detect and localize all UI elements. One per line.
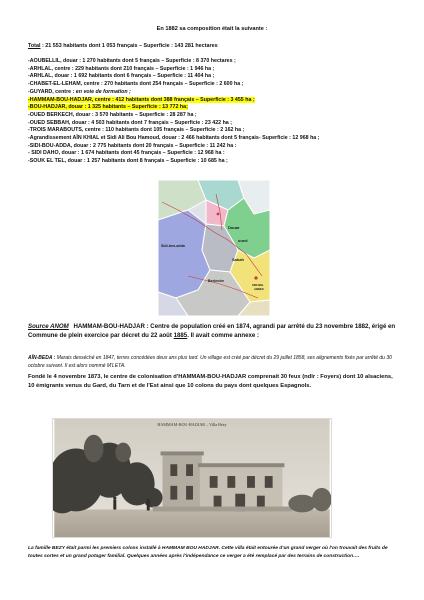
list-item: [28, 143, 319, 151]
list-item: [28, 127, 319, 135]
list-item-text: -Agrandissement AÏN KHIAL et Sidi Ali Bou Hamoud, douar : 2 466 habitants dont 5 français- Superficie : 12 968 ha ;: [28, 135, 320, 142]
list-item: [28, 66, 319, 74]
map-label-abbes: ABBES: [254, 287, 264, 291]
list-item-text: -SOUK EL TEL, douar : 1 257 habitants dont 8 français – Superficie : 10 685 ha ;: [28, 158, 228, 165]
villa-photo-graphic: [53, 419, 331, 537]
map-label-douar: Douar: [228, 225, 240, 230]
photo-caption: HAMMAM-BOU-HADJAR – Villa Bézy: [157, 421, 227, 427]
list-item-text: -OUED BERKECH, douar : 3 570 habitants – Superficie : 28 287 ha ;: [28, 111, 197, 118]
annexe-label: AÏN-BEDA :: [28, 355, 56, 361]
map-label-sidi-bel: SIDI BEL: [252, 283, 264, 287]
list-item: [28, 89, 319, 97]
list-item-text: -ARHLAL, centre : 229 habitants dont 210 français – Superficie : 1 946 ha ;: [28, 65, 215, 72]
total-line: [28, 43, 218, 49]
list-item-text: -TROIS MARABOUTS, centre : 110 habitants dont 105 français – Superficie : 2 162 ha ;: [28, 127, 245, 134]
list-item: [28, 135, 319, 143]
map-label-sabah: Sabah: [232, 257, 245, 262]
region-map-graphic: [158, 180, 270, 316]
total-label: Total: [28, 43, 41, 49]
list-item: [28, 158, 319, 166]
photo-description: La famille BEZY était parmi les premiers colons installé à HAMMAM BOU HADJAR. Cette villa était entourée d'un grand verger où l'on trouvait des fruits de toutes sortes et un grand potager familial. Quelques années après l'indépendance ce verger a été remplacé par des terrains de construction….: [28, 546, 388, 559]
source-text: HAMMAM-BOU-HADJAR : Centre de population créé en 1874, agrandi par arrêté du 23 novembre 1882, érigé en Commune de plein exercice par décret du 22 août: [28, 323, 396, 339]
list-item-text: -ARHLAL, douar : 1 692 habitants dont 6 français – Superficie : 11 404 ha ;: [28, 73, 215, 80]
annexe-paragraph: [28, 354, 402, 370]
map-label-oued: oued: [238, 238, 248, 243]
annexe-text: Marais desséché en 1847, terres concédées deux ans plus tard. Un village est créé par décret du 29 juillet 1858, ses alignements fixés par arrêté du 30 octobre suivant. Il est alors nommé M'LETA.: [28, 355, 392, 369]
composition-list: [28, 58, 319, 166]
source-label: Source ANOM: [28, 323, 69, 330]
list-item-text: -CHABET-EL-LEHAM, centre : 270 habitants dont 254 français – Superficie : 2 600 ha ;: [28, 81, 244, 88]
list-item-note: en voie de formation ;: [75, 88, 131, 95]
list-item-text: -OUED SEBBAH, douar : 4 503 habitants dont 7 français – Superficie : 23 422 ha ;: [28, 119, 232, 126]
villa-photo: [52, 418, 332, 538]
list-item: [28, 73, 319, 81]
list-item: [28, 58, 319, 66]
list-item-text: -SIDI-BOU-ADDA, douar : 2 775 habitants dont 20 français – Superficie : 11 242 ha :: [28, 142, 237, 149]
region-map: [158, 180, 270, 316]
list-item-text: -BOU-HADJAR, douar : 1 325 habitants – Superficie : 13 772 ha;: [28, 104, 188, 111]
foundation-paragraph: Fondé le 4 novembre 1873, le centre de colonisation d'HAMMAM-BOU-HADJAR comprenait 30 feux (ndlr : Foyers) dont 10 alsaciens, 10 émigrants venus du Gard, du Tarn et de l'Est ainsi que 10 colons du pays dont quelques Espagnols.: [28, 374, 393, 389]
list-item-text: - SIDI DAHO, douar : 1 674 habitants dont 45 français – Superficie : 12 968 ha :: [28, 150, 225, 157]
page-title: En 1882 sa composition était la suivante :: [156, 26, 268, 32]
list-item-text: -AOUBELLIL, douar : 1 270 habitants dont 5 français – Superficie : 8 370 hectares ;: [28, 58, 236, 64]
map-label-berkeche: Berkeche: [208, 279, 225, 283]
list-item: [28, 81, 319, 89]
map-label-sidi-ben-adda: Sidi-ben-adda: [161, 244, 185, 248]
list-item: [28, 120, 319, 128]
source-tail: . Il avait comme annexe :: [187, 332, 260, 339]
source-paragraph: [28, 322, 400, 340]
list-item-highlighted: [28, 104, 319, 112]
source-year: 1885: [173, 332, 188, 339]
list-item: [28, 112, 319, 120]
list-item: [28, 150, 319, 158]
list-item-highlighted: [28, 97, 319, 105]
list-item-text: -GUYARD, centre :: [28, 88, 75, 95]
list-item-text: -HAMMAM-BOU-HADJAR, centre : 412 habitants dont 388 français – Superficie : 3 455 ha ;: [28, 96, 255, 103]
total-text: : 21 553 habitants dont 1 053 français – Superficie : 143 281 hectares: [41, 43, 218, 49]
